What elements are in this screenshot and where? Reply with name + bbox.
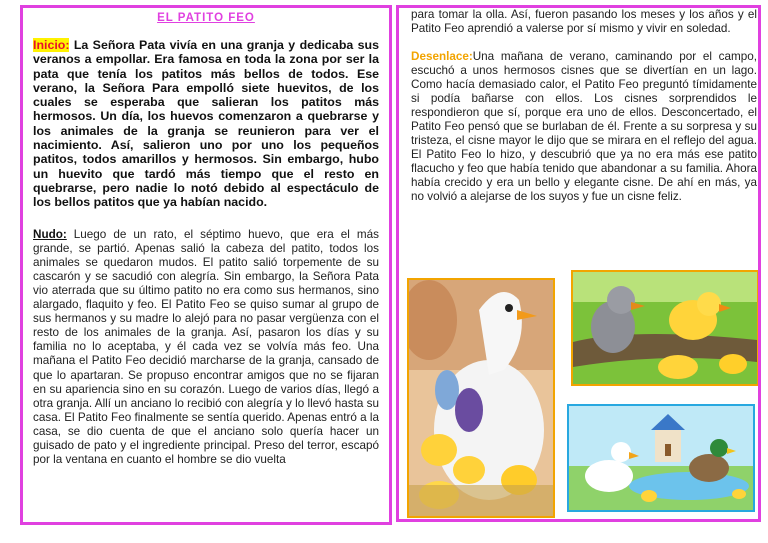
- desenlace-paragraph: [411, 50, 757, 204]
- continuation-paragraph: para tomar la olla. Así, fueron pasando los meses y los años y el Patito Feo aprendió a valerse por sí mismo y vivir en soledad.: [411, 8, 757, 35]
- ducks-by-pond-with-church-illustration: [567, 404, 755, 512]
- right-column: [396, 5, 761, 522]
- desenlace-label: Desenlace:: [411, 50, 473, 63]
- swan-with-ducklings-illustration: [407, 278, 555, 518]
- gray-duckling-with-yellow-ducklings-illustration: [571, 270, 759, 386]
- inicio-label: Inicio:: [33, 38, 70, 52]
- page-title: EL PATITO FEO: [157, 12, 255, 24]
- inicio-text: La Señora Pata vivía en una granja y dedicaba sus veranos a empollar. Era famosa en toda la zona por ser la pata que tenía los patitos más bellos de todos. Ese verano, la Señora Para empolló siete huevitos, de los cuales se esperaba que salieran los patitos más hermosos. Un día, los huevos comenzaron a quebrarse y los animales de la granja se reunieron para ver el nacimiento. Así, salieron uno por uno los pequeños patitos, todos amarillos y hermosos. Sin embargo, hubo un huevito que tardó más tiempo que el resto en quebrarse, pero nadie lo notó debido al espectáculo de los bellos patitos que ya habían nacido.: [33, 38, 379, 210]
- right-text-block: [411, 8, 757, 204]
- nudo-label: Nudo:: [33, 227, 67, 241]
- left-column: [20, 5, 392, 525]
- desenlace-text: Una mañana de verano, caminando por el campo, escuchó a unos hermosos cisnes que se divertían en un lago. Como hacía demasiado calor, el Patito Feo preguntó tímidamente si podía bañarse con ellos. Los cisnes sorprendidos le respondieron que sí, porque era uno de ellos. Desconcertado, el Patito Feo pensó que se burlaban de él. Frente a su sorpresa y su tristeza, el cisne mayor le dijo que se mirara en el reflejo del agua. El Patito Feo lo hizo, y descubrió que ya no era más ese patito flacucho y feo que había tenido que abandonar a su familia. Ahora había crecido y era un bello y elegante cisne. De ahí en más, ya no volvió a alejarse de los suyos y fue un cisne feliz.: [411, 50, 757, 203]
- inicio-paragraph: [33, 38, 379, 210]
- nudo-paragraph: [33, 228, 379, 468]
- nudo-text: Luego de un rato, el séptimo huevo, que era el más grande, se partió. Apenas salió la cabeza del patito, todos los animales se quedaron mudos. El patito salió torpemente de su cascarón y se sacudió con alegría. Sin embargo, la Señora Pata vio aterrada que su último patito no era como sus hermanos, sino alargado, flaquito y feo. El Patito Feo se quiso sumar al grupo de sus hermanos y su madre lo alejó para no pasar vergüenza con el resto de los animales de la granja. Así, pasaron los días y su familia no lo aceptaba, y él cada vez se volvía más feo. Una mañana el Patito Feo decidió marcharse de la granja, cansado de que lo apartaran. Se propuso encontrar amigos que no se fijaran en su apariencia sino en su corazón. Luego de varios días, llegó a otra granja. Allí un anciano lo recibió con alegría y lo llevó hasta su casa. El Patito Feo finalmente se sentía querido. Apenas entró a la casa, se dio cuenta de que el anciano solo quería hacer un guisado de pato y el ingrediente principal. Preso del terror, escapó por la ventana en cuanto el hombre se dio vuelta: [33, 227, 379, 467]
